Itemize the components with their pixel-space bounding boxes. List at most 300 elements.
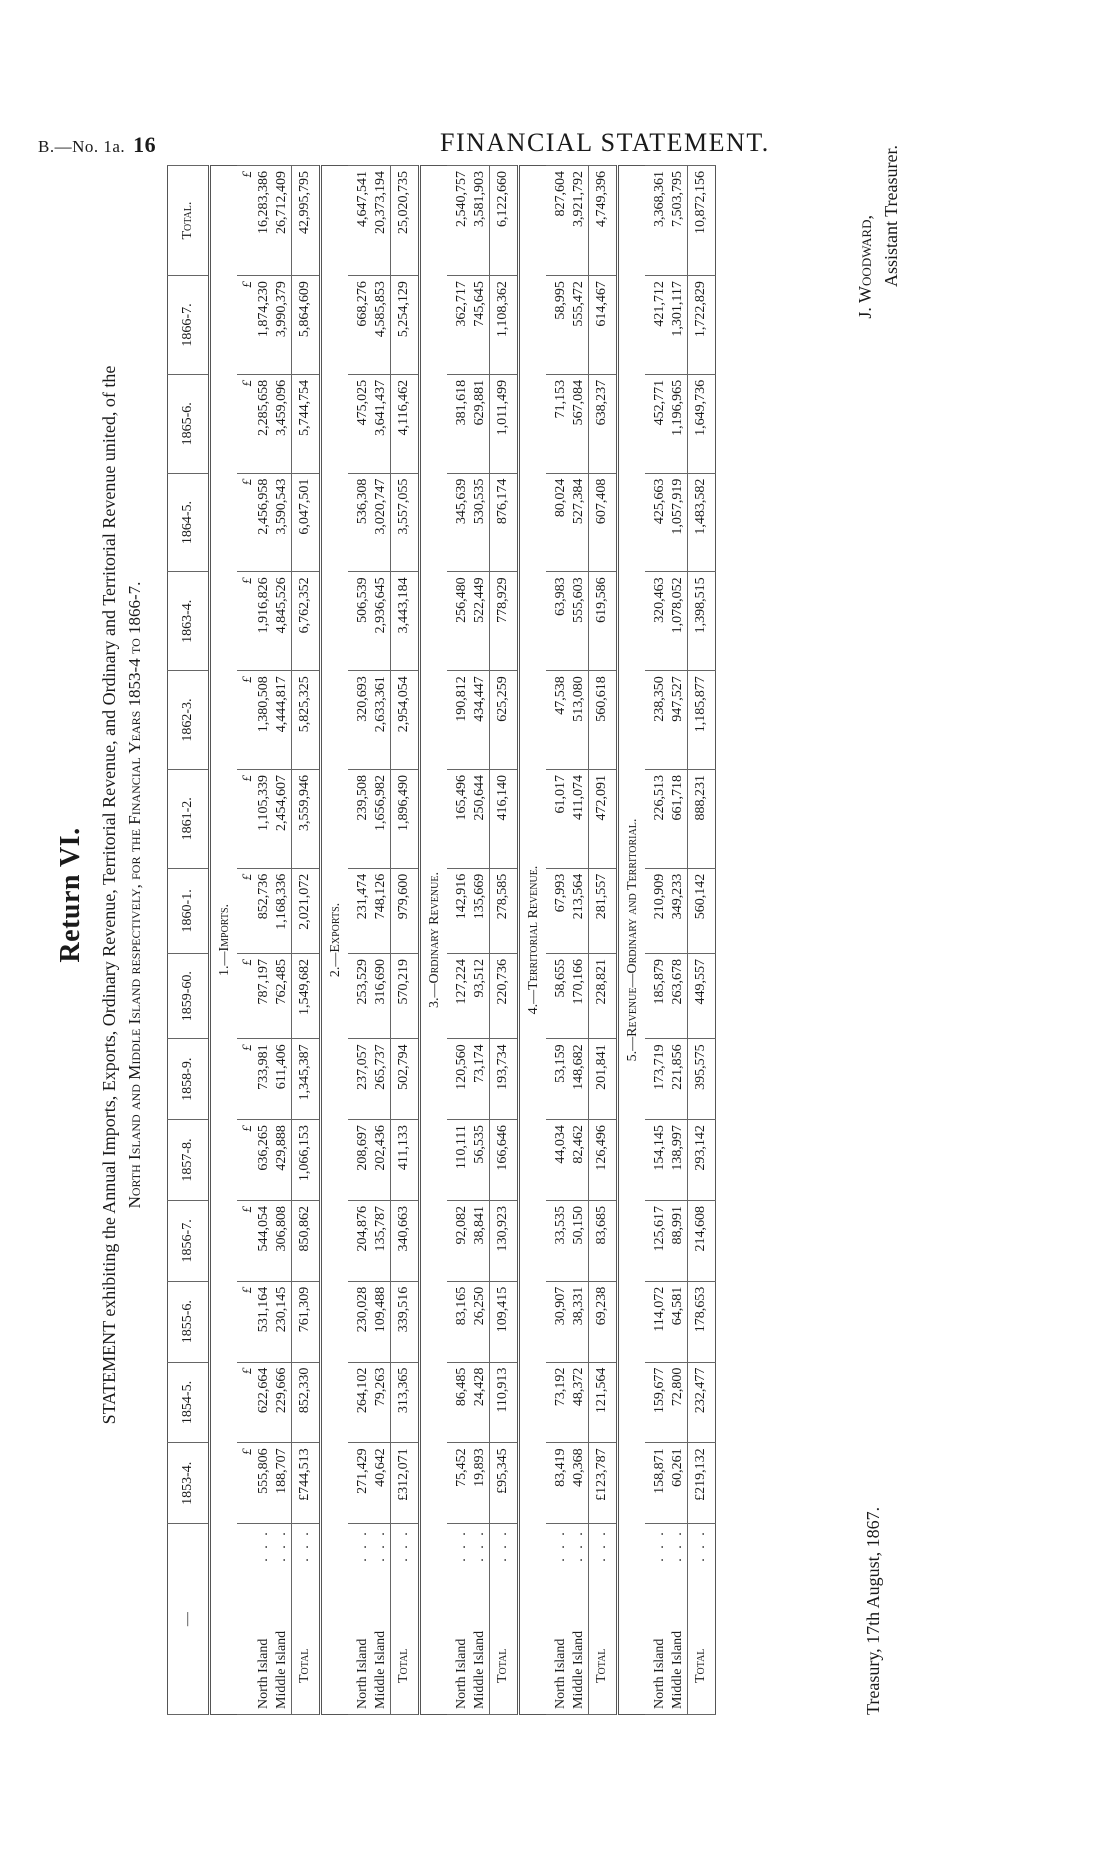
value-cell: 2,456,958: [255, 473, 273, 572]
value-cell: 3,368,361: [651, 166, 669, 276]
value-cell: 2,285,658: [255, 374, 273, 473]
currency-spacer: [237, 1524, 255, 1715]
total-value-cell: 560,618: [589, 671, 618, 770]
value-cell: 622,664: [255, 1362, 273, 1443]
row-label-cell: [453, 1524, 471, 1715]
value-cell: 1,874,230: [255, 276, 273, 375]
column-header: 1861-2.: [168, 769, 210, 868]
total-value-cell: 778,929: [490, 572, 519, 671]
value-cell: 135,669: [471, 868, 490, 953]
column-header: 1856-7.: [168, 1200, 210, 1281]
total-label-cell: [391, 1524, 420, 1715]
value-cell: 522,449: [471, 572, 490, 671]
value-cell: 40,368: [570, 1443, 589, 1524]
leader-dots: . . .: [670, 1529, 685, 1562]
value-cell: 238,350: [651, 671, 669, 770]
value-cell: 530,535: [471, 473, 490, 572]
value-cell: 271,429: [354, 1443, 372, 1524]
table-row: [570, 166, 589, 1715]
value-cell: 20,373,194: [372, 166, 391, 276]
value-cell: 250,644: [471, 769, 490, 868]
value-cell: 555,472: [570, 276, 589, 375]
value-cell: 7,503,795: [669, 166, 688, 276]
value-cell: 513,080: [570, 671, 589, 770]
header-corner: —: [168, 1524, 210, 1715]
section-heading-row: [618, 166, 646, 1715]
value-cell: 202,436: [372, 1120, 391, 1201]
value-cell: 58,995: [552, 276, 570, 375]
value-cell: 38,841: [471, 1200, 490, 1281]
total-value-cell: 1,345,387: [292, 1039, 321, 1120]
treasury-date: Treasury, 17th August, 1867.: [863, 1506, 883, 1715]
table-row: [471, 166, 490, 1715]
currency-symbol: £: [237, 1443, 255, 1524]
value-cell: 148,682: [570, 1039, 589, 1120]
value-cell: 2,540,757: [453, 166, 471, 276]
value-cell: 316,690: [372, 954, 391, 1039]
leader-dots: . . .: [495, 1529, 510, 1562]
value-cell: 256,480: [453, 572, 471, 671]
row-label: Middle Island: [373, 1630, 388, 1709]
value-cell: 733,981: [255, 1039, 273, 1120]
reference-code: B.—No. 1a.: [38, 137, 126, 156]
value-cell: 213,564: [570, 868, 589, 953]
total-value-cell: 2,954,054: [391, 671, 420, 770]
section-heading-row: [420, 166, 448, 1715]
section-title: 3.—Ordinary Revenue.: [420, 166, 448, 1715]
total-value-cell: £744,513: [292, 1443, 321, 1524]
leader-dots: . . .: [355, 1529, 370, 1562]
rotated-return-page: [55, 75, 955, 1715]
value-cell: 86,485: [453, 1362, 471, 1443]
total-value-cell: 570,219: [391, 954, 420, 1039]
leader-dots: . . .: [553, 1529, 568, 1562]
total-value-cell: 232,477: [688, 1362, 716, 1443]
value-cell: 349,233: [669, 868, 688, 953]
total-value-cell: 281,557: [589, 868, 618, 953]
value-cell: 114,072: [651, 1281, 669, 1362]
total-value-cell: 214,608: [688, 1200, 716, 1281]
value-cell: 1,078,052: [669, 572, 688, 671]
total-value-cell: 607,408: [589, 473, 618, 572]
leader-dots: . . .: [594, 1529, 609, 1562]
row-label: Middle Island: [670, 1630, 685, 1709]
total-value-cell: 876,174: [490, 473, 519, 572]
value-cell: 434,447: [471, 671, 490, 770]
value-cell: 33,535: [552, 1200, 570, 1281]
value-cell: 3,590,543: [273, 473, 292, 572]
total-value-cell: 1,649,736: [688, 374, 716, 473]
total-value-cell: 4,749,396: [589, 166, 618, 276]
section-title: 1.—Imports.: [210, 166, 238, 1715]
total-value-cell: 1,398,515: [688, 572, 716, 671]
leader-dots: . . .: [274, 1529, 289, 1562]
value-cell: 947,527: [669, 671, 688, 770]
value-cell: 748,126: [372, 868, 391, 953]
total-label: Total: [396, 1648, 411, 1683]
total-value-cell: 472,091: [589, 769, 618, 868]
signatory-title: Assistant Treasurer.: [881, 145, 901, 288]
table-row: [552, 166, 570, 1715]
table-row: [453, 166, 471, 1715]
row-label: North Island: [553, 1638, 568, 1709]
value-cell: 381,618: [453, 374, 471, 473]
value-cell: 60,261: [669, 1443, 688, 1524]
value-cell: 4,647,541: [354, 166, 372, 276]
value-cell: 661,718: [669, 769, 688, 868]
value-cell: 80,024: [552, 473, 570, 572]
total-value-cell: 130,923: [490, 1200, 519, 1281]
value-cell: 24,428: [471, 1362, 490, 1443]
page-title: FINANCIAL STATEMENT.: [440, 128, 770, 157]
value-cell: 230,028: [354, 1281, 372, 1362]
section-title: 5.—Revenue—Ordinary and Territorial.: [618, 166, 646, 1715]
value-cell: 3,020,747: [372, 473, 391, 572]
value-cell: 19,893: [471, 1443, 490, 1524]
value-cell: 1,105,339: [255, 769, 273, 868]
value-cell: 567,084: [570, 374, 589, 473]
total-value-cell: 1,185,877: [688, 671, 716, 770]
column-header: 1862-3.: [168, 671, 210, 770]
statement-description-continued: North Island and Middle Island respectively, for the Financial Years 1853-4 to 1866-7.: [125, 581, 144, 1209]
total-value-cell: 5,864,609: [292, 276, 321, 375]
leader-dots: . . .: [472, 1529, 487, 1562]
total-value-cell: 395,575: [688, 1039, 716, 1120]
value-cell: 173,719: [651, 1039, 669, 1120]
total-value-cell: 10,872,156: [688, 166, 716, 276]
value-cell: 555,603: [570, 572, 589, 671]
value-cell: 159,677: [651, 1362, 669, 1443]
value-cell: 63,983: [552, 572, 570, 671]
row-label-cell: [354, 1524, 372, 1715]
total-value-cell: 3,443,184: [391, 572, 420, 671]
row-label-cell: [372, 1524, 391, 1715]
total-value-cell: 293,142: [688, 1120, 716, 1201]
value-cell: 253,529: [354, 954, 372, 1039]
currency-symbol: £: [237, 276, 255, 375]
value-cell: 239,508: [354, 769, 372, 868]
total-row: [589, 166, 618, 1715]
total-value-cell: 193,734: [490, 1039, 519, 1120]
value-cell: 629,881: [471, 374, 490, 473]
row-label: Middle Island: [472, 1630, 487, 1709]
currency-symbol: £: [237, 954, 255, 1039]
total-value-cell: 220,736: [490, 954, 519, 1039]
value-cell: 30,907: [552, 1281, 570, 1362]
value-cell: 73,174: [471, 1039, 490, 1120]
currency-row: [237, 166, 255, 1715]
value-cell: 425,663: [651, 473, 669, 572]
value-cell: 154,145: [651, 1120, 669, 1201]
total-value-cell: 5,744,754: [292, 374, 321, 473]
table-row: [651, 166, 669, 1715]
value-cell: 135,787: [372, 1200, 391, 1281]
section-heading-row: [321, 166, 349, 1715]
total-value-cell: 614,467: [589, 276, 618, 375]
total-value-cell: 1,108,362: [490, 276, 519, 375]
row-label-cell: [255, 1524, 273, 1715]
statement-description: STATEMENT exhibiting the Annual Imports, Exports, Ordinary Revenue, Territorial Revenue, and Ordinary and Territorial Revenue united, of the: [99, 365, 119, 1425]
value-cell: 71,153: [552, 374, 570, 473]
total-row: [688, 166, 716, 1715]
total-row: [292, 166, 321, 1715]
total-value-cell: 411,133: [391, 1120, 420, 1201]
value-cell: 1,057,919: [669, 473, 688, 572]
value-cell: 26,250: [471, 1281, 490, 1362]
value-cell: 88,991: [669, 1200, 688, 1281]
value-cell: 229,666: [273, 1362, 292, 1443]
column-header: 1857-8.: [168, 1120, 210, 1201]
value-cell: 4,845,526: [273, 572, 292, 671]
row-label-cell: [570, 1524, 589, 1715]
value-cell: 4,444,817: [273, 671, 292, 770]
value-cell: 3,990,379: [273, 276, 292, 375]
value-cell: 56,535: [471, 1120, 490, 1201]
total-row: [490, 166, 519, 1715]
total-value-cell: 340,663: [391, 1200, 420, 1281]
value-cell: 16,283,386: [255, 166, 273, 276]
value-cell: 1,656,982: [372, 769, 391, 868]
value-cell: 1,380,508: [255, 671, 273, 770]
value-cell: 185,879: [651, 954, 669, 1039]
value-cell: 83,419: [552, 1443, 570, 1524]
total-value-cell: 278,585: [490, 868, 519, 953]
table-header-row: [168, 166, 210, 1715]
table-row: [255, 166, 273, 1715]
total-value-cell: 979,600: [391, 868, 420, 953]
total-label-cell: [589, 1524, 618, 1715]
value-cell: 125,617: [651, 1200, 669, 1281]
value-cell: 345,639: [453, 473, 471, 572]
total-value-cell: 5,254,129: [391, 276, 420, 375]
total-value-cell: 416,140: [490, 769, 519, 868]
value-cell: 210,909: [651, 868, 669, 953]
value-cell: 40,642: [372, 1443, 391, 1524]
currency-symbol: £: [237, 1120, 255, 1201]
value-cell: 555,806: [255, 1443, 273, 1524]
value-cell: 221,856: [669, 1039, 688, 1120]
value-cell: 263,678: [669, 954, 688, 1039]
total-value-cell: 121,564: [589, 1362, 618, 1443]
value-cell: 3,581,903: [471, 166, 490, 276]
value-cell: 79,263: [372, 1362, 391, 1443]
value-cell: 226,513: [651, 769, 669, 868]
currency-symbol: £: [237, 769, 255, 868]
financial-return-table: [167, 165, 716, 1715]
currency-symbol: £: [237, 1039, 255, 1120]
value-cell: 506,539: [354, 572, 372, 671]
column-header: 1860-1.: [168, 868, 210, 953]
table-row: [372, 166, 391, 1715]
column-header: 1859-60.: [168, 954, 210, 1039]
total-value-cell: 6,047,501: [292, 473, 321, 572]
value-cell: 2,454,607: [273, 769, 292, 868]
value-cell: 452,771: [651, 374, 669, 473]
total-value-cell: 1,483,582: [688, 473, 716, 572]
value-cell: 48,372: [570, 1362, 589, 1443]
value-cell: 208,697: [354, 1120, 372, 1201]
currency-symbol: £: [237, 374, 255, 473]
total-value-cell: 339,516: [391, 1281, 420, 1362]
column-header: 1854-5.: [168, 1362, 210, 1443]
total-value-cell: 42,995,795: [292, 166, 321, 276]
row-label-cell: [552, 1524, 570, 1715]
total-value-cell: 201,841: [589, 1039, 618, 1120]
total-value-cell: 1,011,499: [490, 374, 519, 473]
column-header: 1863-4.: [168, 572, 210, 671]
total-value-cell: 852,330: [292, 1362, 321, 1443]
column-header: 1866-7.: [168, 276, 210, 375]
total-label: Total: [693, 1648, 708, 1683]
total-label-cell: [490, 1524, 519, 1715]
total-value-cell: 625,259: [490, 671, 519, 770]
value-cell: 475,025: [354, 374, 372, 473]
total-value-cell: 126,496: [589, 1120, 618, 1201]
leader-dots: . . .: [571, 1529, 586, 1562]
leader-dots: . . .: [297, 1529, 312, 1562]
total-value-cell: 850,862: [292, 1200, 321, 1281]
row-label-cell: [669, 1524, 688, 1715]
total-value-cell: 619,586: [589, 572, 618, 671]
total-label: Total: [297, 1648, 312, 1683]
total-label-cell: [688, 1524, 716, 1715]
leader-dots: . . .: [373, 1529, 388, 1562]
value-cell: 58,655: [552, 954, 570, 1039]
section-heading-row: [210, 166, 238, 1715]
return-title: Return VI.: [55, 827, 86, 963]
total-value-cell: 178,653: [688, 1281, 716, 1362]
total-label: Total: [594, 1648, 609, 1683]
total-value-cell: £123,787: [589, 1443, 618, 1524]
row-label: Middle Island: [571, 1630, 586, 1709]
value-cell: 1,301,117: [669, 276, 688, 375]
column-header: 1855-6.: [168, 1281, 210, 1362]
value-cell: 109,488: [372, 1281, 391, 1362]
value-cell: 64,581: [669, 1281, 688, 1362]
total-value-cell: 313,365: [391, 1362, 420, 1443]
value-cell: 190,812: [453, 671, 471, 770]
value-cell: 306,808: [273, 1200, 292, 1281]
total-value-cell: 166,646: [490, 1120, 519, 1201]
total-value-cell: 1,066,153: [292, 1120, 321, 1201]
row-label: North Island: [454, 1638, 469, 1709]
row-label: North Island: [652, 1638, 667, 1709]
value-cell: 72,800: [669, 1362, 688, 1443]
value-cell: 73,192: [552, 1362, 570, 1443]
value-cell: 544,054: [255, 1200, 273, 1281]
value-cell: 411,074: [570, 769, 589, 868]
value-cell: 82,462: [570, 1120, 589, 1201]
currency-symbol: £: [237, 868, 255, 953]
total-label: Total: [495, 1648, 510, 1683]
value-cell: 142,916: [453, 868, 471, 953]
leader-dots: . . .: [652, 1529, 667, 1562]
total-value-cell: 560,142: [688, 868, 716, 953]
value-cell: 531,164: [255, 1281, 273, 1362]
total-value-cell: 1,722,829: [688, 276, 716, 375]
total-value-cell: 638,237: [589, 374, 618, 473]
value-cell: 47,538: [552, 671, 570, 770]
value-cell: 138,997: [669, 1120, 688, 1201]
total-value-cell: £219,132: [688, 1443, 716, 1524]
row-label-cell: [471, 1524, 490, 1715]
total-value-cell: 2,021,072: [292, 868, 321, 953]
value-cell: 787,197: [255, 954, 273, 1039]
currency-symbol: £: [237, 572, 255, 671]
value-cell: 231,474: [354, 868, 372, 953]
value-cell: 204,876: [354, 1200, 372, 1281]
value-cell: 67,993: [552, 868, 570, 953]
value-cell: 762,485: [273, 954, 292, 1039]
value-cell: 852,736: [255, 868, 273, 953]
value-cell: 745,645: [471, 276, 490, 375]
currency-symbol: £: [237, 1362, 255, 1443]
value-cell: 61,017: [552, 769, 570, 868]
total-value-cell: 83,685: [589, 1200, 618, 1281]
total-value-cell: 110,913: [490, 1362, 519, 1443]
value-cell: 1,916,826: [255, 572, 273, 671]
total-value-cell: 4,116,462: [391, 374, 420, 473]
value-cell: 83,165: [453, 1281, 471, 1362]
value-cell: 4,585,853: [372, 276, 391, 375]
value-cell: 429,888: [273, 1120, 292, 1201]
signatory-name: J. Woodward,: [855, 215, 875, 319]
leader-dots: . . .: [256, 1529, 271, 1562]
column-header: 1865-6.: [168, 374, 210, 473]
value-cell: 50,150: [570, 1200, 589, 1281]
value-cell: 668,276: [354, 276, 372, 375]
value-cell: 188,707: [273, 1443, 292, 1524]
row-label: North Island: [355, 1638, 370, 1709]
table-body: [210, 166, 716, 1715]
value-cell: 2,936,645: [372, 572, 391, 671]
column-header: 1853-4.: [168, 1443, 210, 1524]
value-cell: 170,166: [570, 954, 589, 1039]
value-cell: 127,224: [453, 954, 471, 1039]
table-row: [273, 166, 292, 1715]
total-label-cell: [292, 1524, 321, 1715]
value-cell: 320,463: [651, 572, 669, 671]
value-cell: 3,459,096: [273, 374, 292, 473]
value-cell: 230,145: [273, 1281, 292, 1362]
section-title: 2.—Exports.: [321, 166, 349, 1715]
section-heading-row: [519, 166, 547, 1715]
value-cell: 536,308: [354, 473, 372, 572]
page-number: 16: [133, 132, 157, 157]
total-row: [391, 166, 420, 1715]
total-value-cell: 449,557: [688, 954, 716, 1039]
value-cell: 320,693: [354, 671, 372, 770]
value-cell: 26,712,409: [273, 166, 292, 276]
value-cell: 421,712: [651, 276, 669, 375]
column-header: 1864-5.: [168, 473, 210, 572]
row-label: North Island: [256, 1638, 271, 1709]
total-value-cell: 5,825,325: [292, 671, 321, 770]
table-row: [669, 166, 688, 1715]
total-value-cell: 6,762,352: [292, 572, 321, 671]
value-cell: 93,512: [471, 954, 490, 1039]
leader-dots: . . .: [396, 1529, 411, 1562]
total-value-cell: 761,309: [292, 1281, 321, 1362]
table-row: [354, 166, 372, 1715]
total-value-cell: 109,415: [490, 1281, 519, 1362]
value-cell: 611,406: [273, 1039, 292, 1120]
row-label-cell: [273, 1524, 292, 1715]
total-value-cell: 6,122,660: [490, 166, 519, 276]
value-cell: 265,737: [372, 1039, 391, 1120]
value-cell: 75,452: [453, 1443, 471, 1524]
value-cell: 264,102: [354, 1362, 372, 1443]
